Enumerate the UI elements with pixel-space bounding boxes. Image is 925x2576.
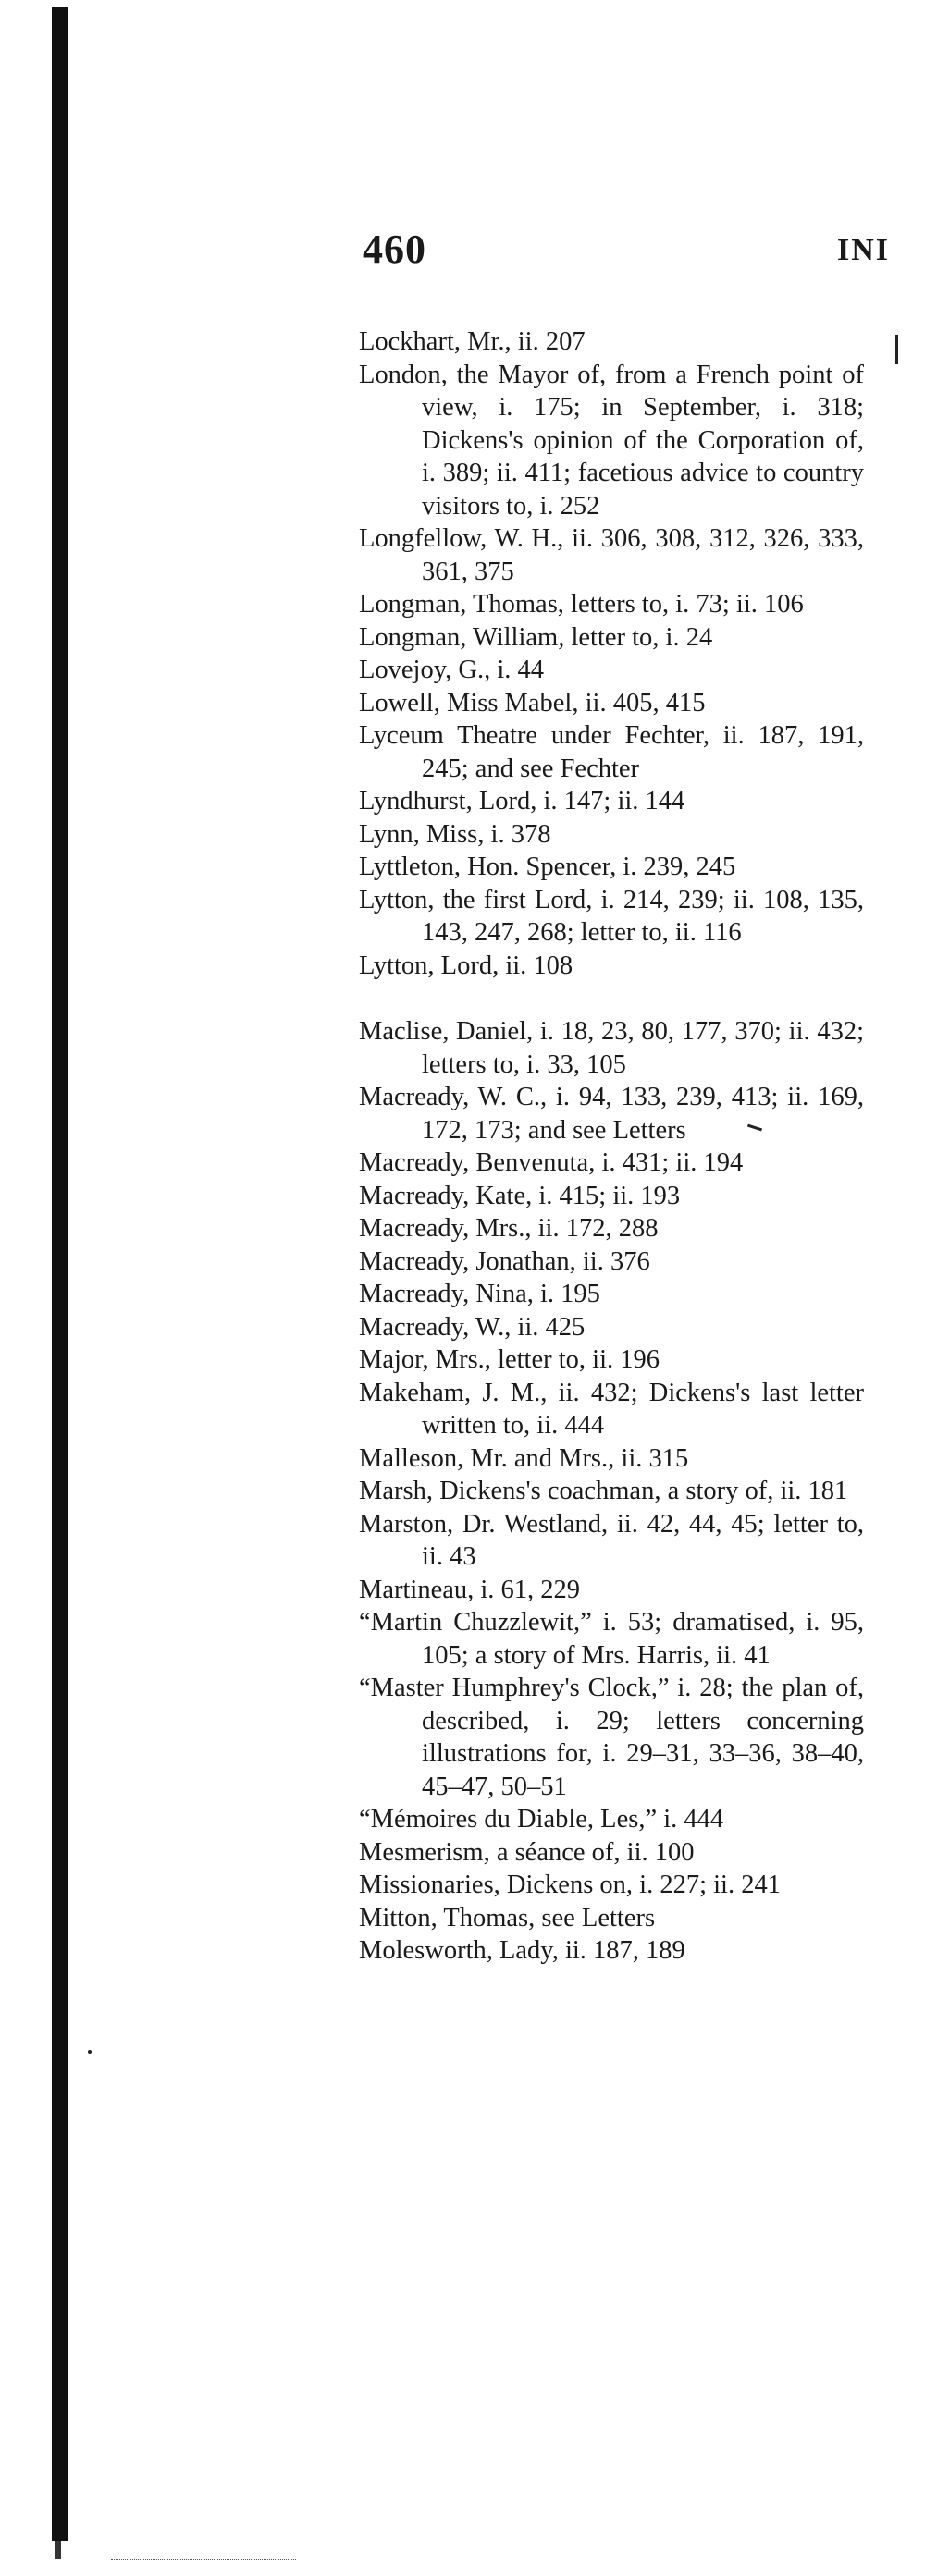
page-number: 460 xyxy=(363,227,426,272)
index-entry: Marston, Dr. Westland, ii. 42, 44, 45; letter to, ii. 43 xyxy=(359,1509,864,1571)
index-entry: Mesmerism, a séance of, ii. 100 xyxy=(359,1837,695,1867)
index-group-l xyxy=(359,325,864,982)
index-entry: Macready, W. C., i. 94, 133, 239, 413; ii. 169, 172, 173; and see Letters xyxy=(359,1083,864,1145)
running-head: INI xyxy=(837,233,891,267)
index-entry: Macready, Mrs., ii. 172, 288 xyxy=(359,1214,659,1243)
index-entry: Macready, Benvenuta, i. 431; ii. 194 xyxy=(359,1148,744,1177)
index-entry: Molesworth, Lady, ii. 187, 189 xyxy=(359,1936,685,1965)
index-entry: Lytton, Lord, ii. 108 xyxy=(359,951,574,980)
index-entry: Macready, Jonathan, ii. 376 xyxy=(359,1246,650,1276)
index-entry: “Martin Chuzzlewit,” i. 53; dramatised, i. 95, 105; a story of Mrs. Harris, ii. 41 xyxy=(359,1608,864,1670)
index-entry: Marsh, Dickens's coachman, a story of, ii. 181 xyxy=(359,1477,848,1505)
index-entry: Lowell, Miss Mabel, ii. 405, 415 xyxy=(359,688,706,718)
bottom-edge-rule xyxy=(111,2559,296,2561)
index-entry: London, the Mayor of, from a French point of view, i. 175; in September, i. 318; Dickens's opinion of the Corporation of, i. 389; ii. 411; facetious advice to country visitors to, i. 252 xyxy=(359,360,864,521)
index-entry: Lytton, the first Lord, i. 214, 239; ii. 108, 135, 143, 247, 268; letter to, ii. 116 xyxy=(359,885,864,947)
index-entry: Lovejoy, G., i. 44 xyxy=(359,656,545,684)
index-entry: Lockhart, Mr., ii. 207 xyxy=(359,327,586,356)
index-entry: Lynn, Miss, i. 378 xyxy=(359,819,551,849)
index-entry: Missionaries, Dickens on, i. 227; ii. 241 xyxy=(359,1871,781,1899)
index-entry: Longman, Thomas, letters to, i. 73; ii. 106 xyxy=(359,590,804,619)
section-gap xyxy=(359,982,864,1015)
index-entry: Martineau, i. 61, 229 xyxy=(359,1575,581,1604)
index-entry: Lyceum Theatre under Fechter, ii. 187, 191, 245; and see Fechter xyxy=(359,721,864,783)
spine-edge xyxy=(56,2541,61,2559)
index-entry: Macready, Nina, i. 195 xyxy=(359,1280,600,1308)
book-spine-shadow xyxy=(52,7,68,2541)
index-entry: Lyttleton, Hon. Spencer, i. 239, 245 xyxy=(359,853,736,881)
index-entry: Mitton, Thomas, see Letters xyxy=(359,1903,656,1932)
index-entry: Lyndhurst, Lord, i. 147; ii. 144 xyxy=(359,787,685,816)
index-entry: Major, Mrs., letter to, ii. 196 xyxy=(359,1345,660,1374)
index-entry: “Mémoires du Diable, Les,” i. 444 xyxy=(359,1805,724,1834)
index-entry: Malleson, Mr. and Mrs., ii. 315 xyxy=(359,1443,689,1473)
index-entry: Macready, Kate, i. 415; ii. 193 xyxy=(359,1181,681,1210)
index-group-m xyxy=(359,1015,864,1968)
index-entry: Macready, W., ii. 425 xyxy=(359,1312,586,1342)
index-entry: Longman, William, letter to, i. 24 xyxy=(359,622,713,652)
margin-dot xyxy=(88,2050,92,2054)
index-entry: Longfellow, W. H., ii. 306, 308, 312, 326, 333, 361, 375 xyxy=(359,524,864,586)
index-entry: “Master Humphrey's Clock,” i. 28; the plan of, described, i. 29; letters concerning illustrations for, i. 29–31, 33–36, 38–40, 45–47, 50–51 xyxy=(359,1674,864,1801)
margin-mark xyxy=(895,335,898,364)
index-entry: Maclise, Daniel, i. 18, 23, 80, 177, 370; ii. 432; letters to, i. 33, 105 xyxy=(359,1017,864,1079)
index-entry: Makeham, J. M., ii. 432; Dickens's last letter written to, ii. 444 xyxy=(359,1378,864,1440)
index-column xyxy=(359,325,864,1968)
